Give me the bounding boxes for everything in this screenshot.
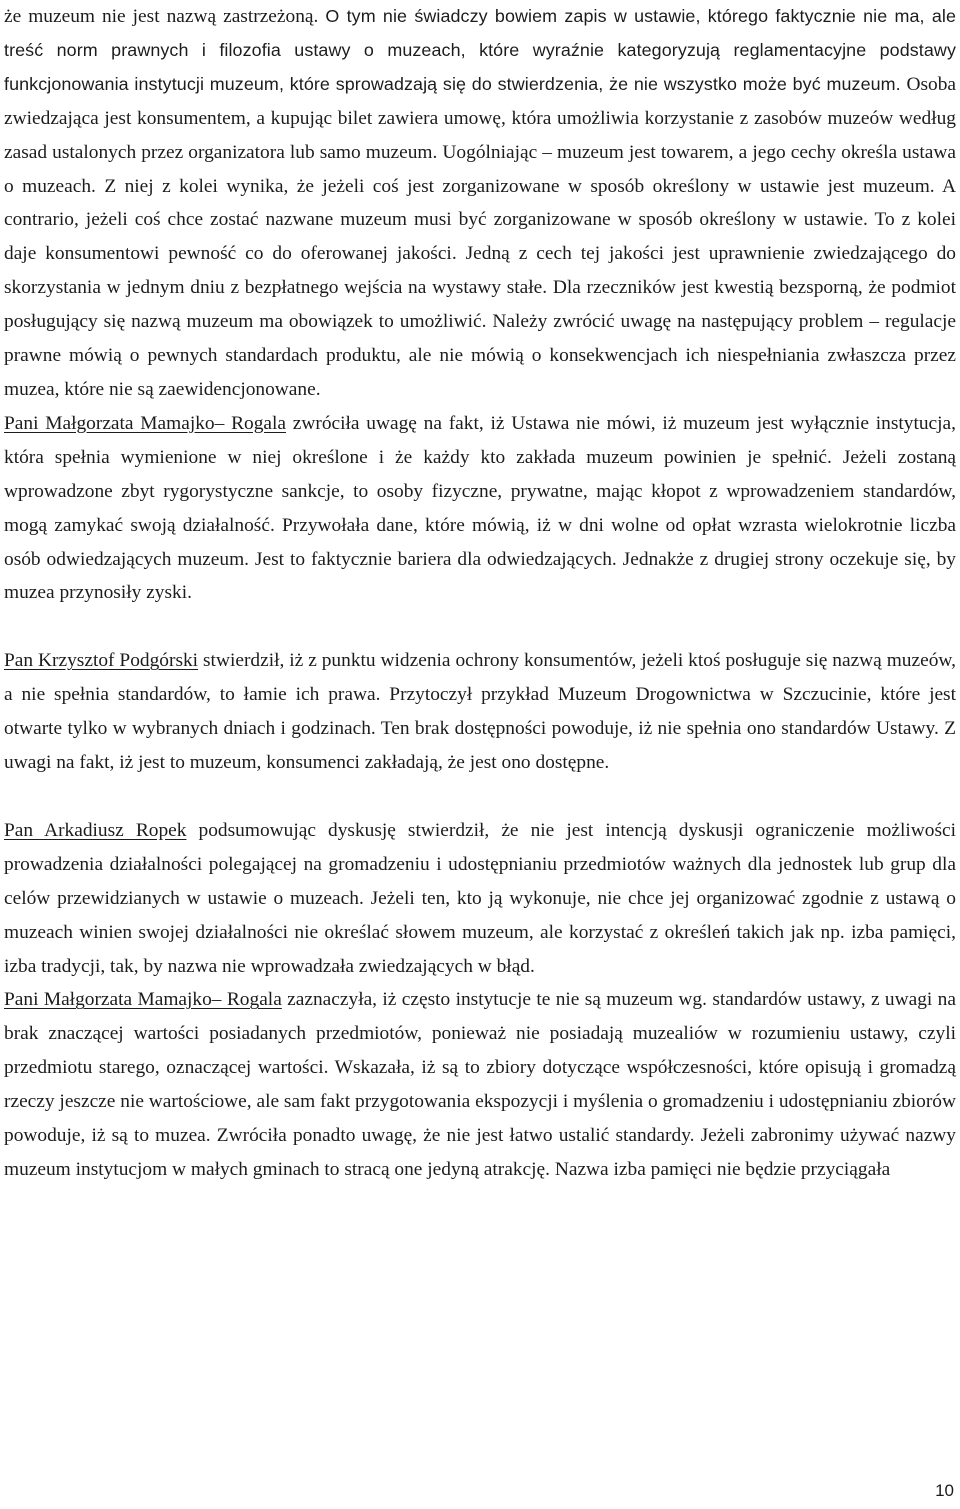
paragraph-mamajko-rogala-1 bbox=[4, 407, 956, 610]
speaker-name: Pani Małgorzata Mamajko– Rogala bbox=[4, 412, 286, 434]
paragraph-segment: Osoba zwiedzająca jest konsumentem, a kupując bilet zawiera umowę, która umożliwia korzystanie z zasobów muzeów według zasad ustalonych przez organizatora lub samo muzeum. Uogólniając – muzeum jest towarem, a jego cechy określa ustawa o muzeach. Z niej z kolei wynika, że jeżeli coś jest zorganizowane w sposób określony w ustawie jest muzeum. A contrario, jeżeli coś chce zostać nazwane muzeum musi być zorganizowane w sposób określony w ustawie. To z kolei daje konsumentowi pewność co do oferowanej jakości. Jedną z cech tej jakości jest uprawnienie zwiedzającego do skorzystania w jednym dniu z bezpłatnego wejścia na wystawy stałe. Dla rzeczników jest kwestią bezsporną, że podmiot posługujący się nazwą muzeum ma obowiązek to umożliwić. Należy zwrócić uwagę na następujący problem – regulacje prawne mówią o pewnych standardach produktu, ale nie mówią o konsekwencjach ich niespełniania zwłaszcza przez muzea, które nie są zaewidencjonowane. bbox=[4, 73, 956, 400]
page-number: 10 bbox=[935, 1481, 954, 1500]
paragraph-podgorski bbox=[4, 644, 956, 780]
paragraph-text: zwróciła uwagę na fakt, iż Ustawa nie mówi, iż muzeum jest wyłącznie instytucja, która spełnia wymienione w niej określone i że każdy kto zakłada muzeum powinien je spełnić. Jeżeli zostaną wprowadzone zbyt rygorystyczne sankcje, to osoby fizyczne, prywatne, mając kłopot z wprowadzeniem standardów, mogą zamykać swoją działalność. Przywołała dane, które mówią, iż w dni wolne od opłat wzrasta wielokrotnie liczba osób odwiedzających muzeum. Jest to faktycznie bariera dla odwiedzających. Jednakże z drugiej strony oczekuje się, by muzea przynosiły zyski. bbox=[4, 412, 956, 604]
speaker-name: Pan Arkadiusz Ropek bbox=[4, 819, 187, 841]
paragraph-segment: że muzeum nie jest nazwą zastrzeżoną. bbox=[4, 6, 326, 27]
speaker-name: Pani Małgorzata Mamajko– Rogala bbox=[4, 989, 282, 1011]
document-page bbox=[4, 0, 956, 1187]
paragraph-ropek bbox=[4, 814, 956, 984]
paragraph-gap bbox=[4, 780, 956, 814]
speaker-name: Pan Krzysztof Podgórski bbox=[4, 650, 199, 672]
paragraph-text: podsumowując dyskusję stwierdził, że nie jest intencją dyskusji ograniczenie możliwości prowadzenia działalności polegającej na gromadzeniu i udostępnianiu przedmiotów ważnych dla jednostek lub grup dla celów przewidzianych w ustawie o muzeach. Jeżeli ten, kto ją wykonuje, nie chce jej organizować zgodnie z ustawą o muzeach winien swojej działalności nie określać słowem muzeum, ale korzystać z określeń takich jak np. izba pamięci, izba tradycji, tak, by nazwa nie wprowadzała zwiedzających w błąd. bbox=[4, 819, 956, 977]
paragraph-intro bbox=[4, 0, 956, 407]
paragraph-text: stwierdził, iż z punktu widzenia ochrony konsumentów, jeżeli ktoś posługuje się nazwą muzeów, a nie spełnia standardów, to łamie ich prawa. Przytoczył przykład Muzeum Drogownictwa w Szczucinie, które jest otwarte tylko w wybranych dniach i godzinach. Ten brak dostępności powoduje, iż nie spełnia ono standardów Ustawy. Z uwagi na fakt, iż jest to muzeum, konsumenci zakładają, że jest ono dostępne. bbox=[4, 650, 956, 774]
paragraph-text: zaznaczyła, iż często instytucje te nie są muzeum wg. standardów ustawy, z uwagi na brak znaczącej wartości posiadanych przedmiotów, ponieważ nie posiadają muzealiów w rozumieniu ustawy, czyli przedmiotu starego, oznaczącej wartości. Wskazała, iż są to zbiory dotyczące współczesności, które opisują i gromadzą rzeczy jeszcze nie wartościowe, ale sam fakt przygotowania ekspozycji i myślenia o gromadzeniu i udostępnianiu zbiorów powoduje, iż są to muzea. Zwróciła ponadto uwagę, że nie jest łatwo ustalić standardy. Jeżeli zabronimy używać nazwy muzeum instytucjom w małych gminach to stracą one jedyną atrakcję. Nazwa izba pamięci nie będzie przyciągała bbox=[4, 989, 956, 1180]
paragraph-segment: O tym nie świadczy bowiem zapis w ustawie, którego faktycznie nie ma, ale treść norm prawnych i filozofia ustawy o muzeach, które wyraźnie kategoryzują reglamentacyjne podstawy funkcjonowania instytucji muzeum, które sprowadzają się do stwierdzenia, że nie wszystko może być muzeum. bbox=[4, 6, 956, 94]
paragraph-gap bbox=[4, 610, 956, 644]
paragraph-mamajko-rogala-2 bbox=[4, 983, 956, 1186]
